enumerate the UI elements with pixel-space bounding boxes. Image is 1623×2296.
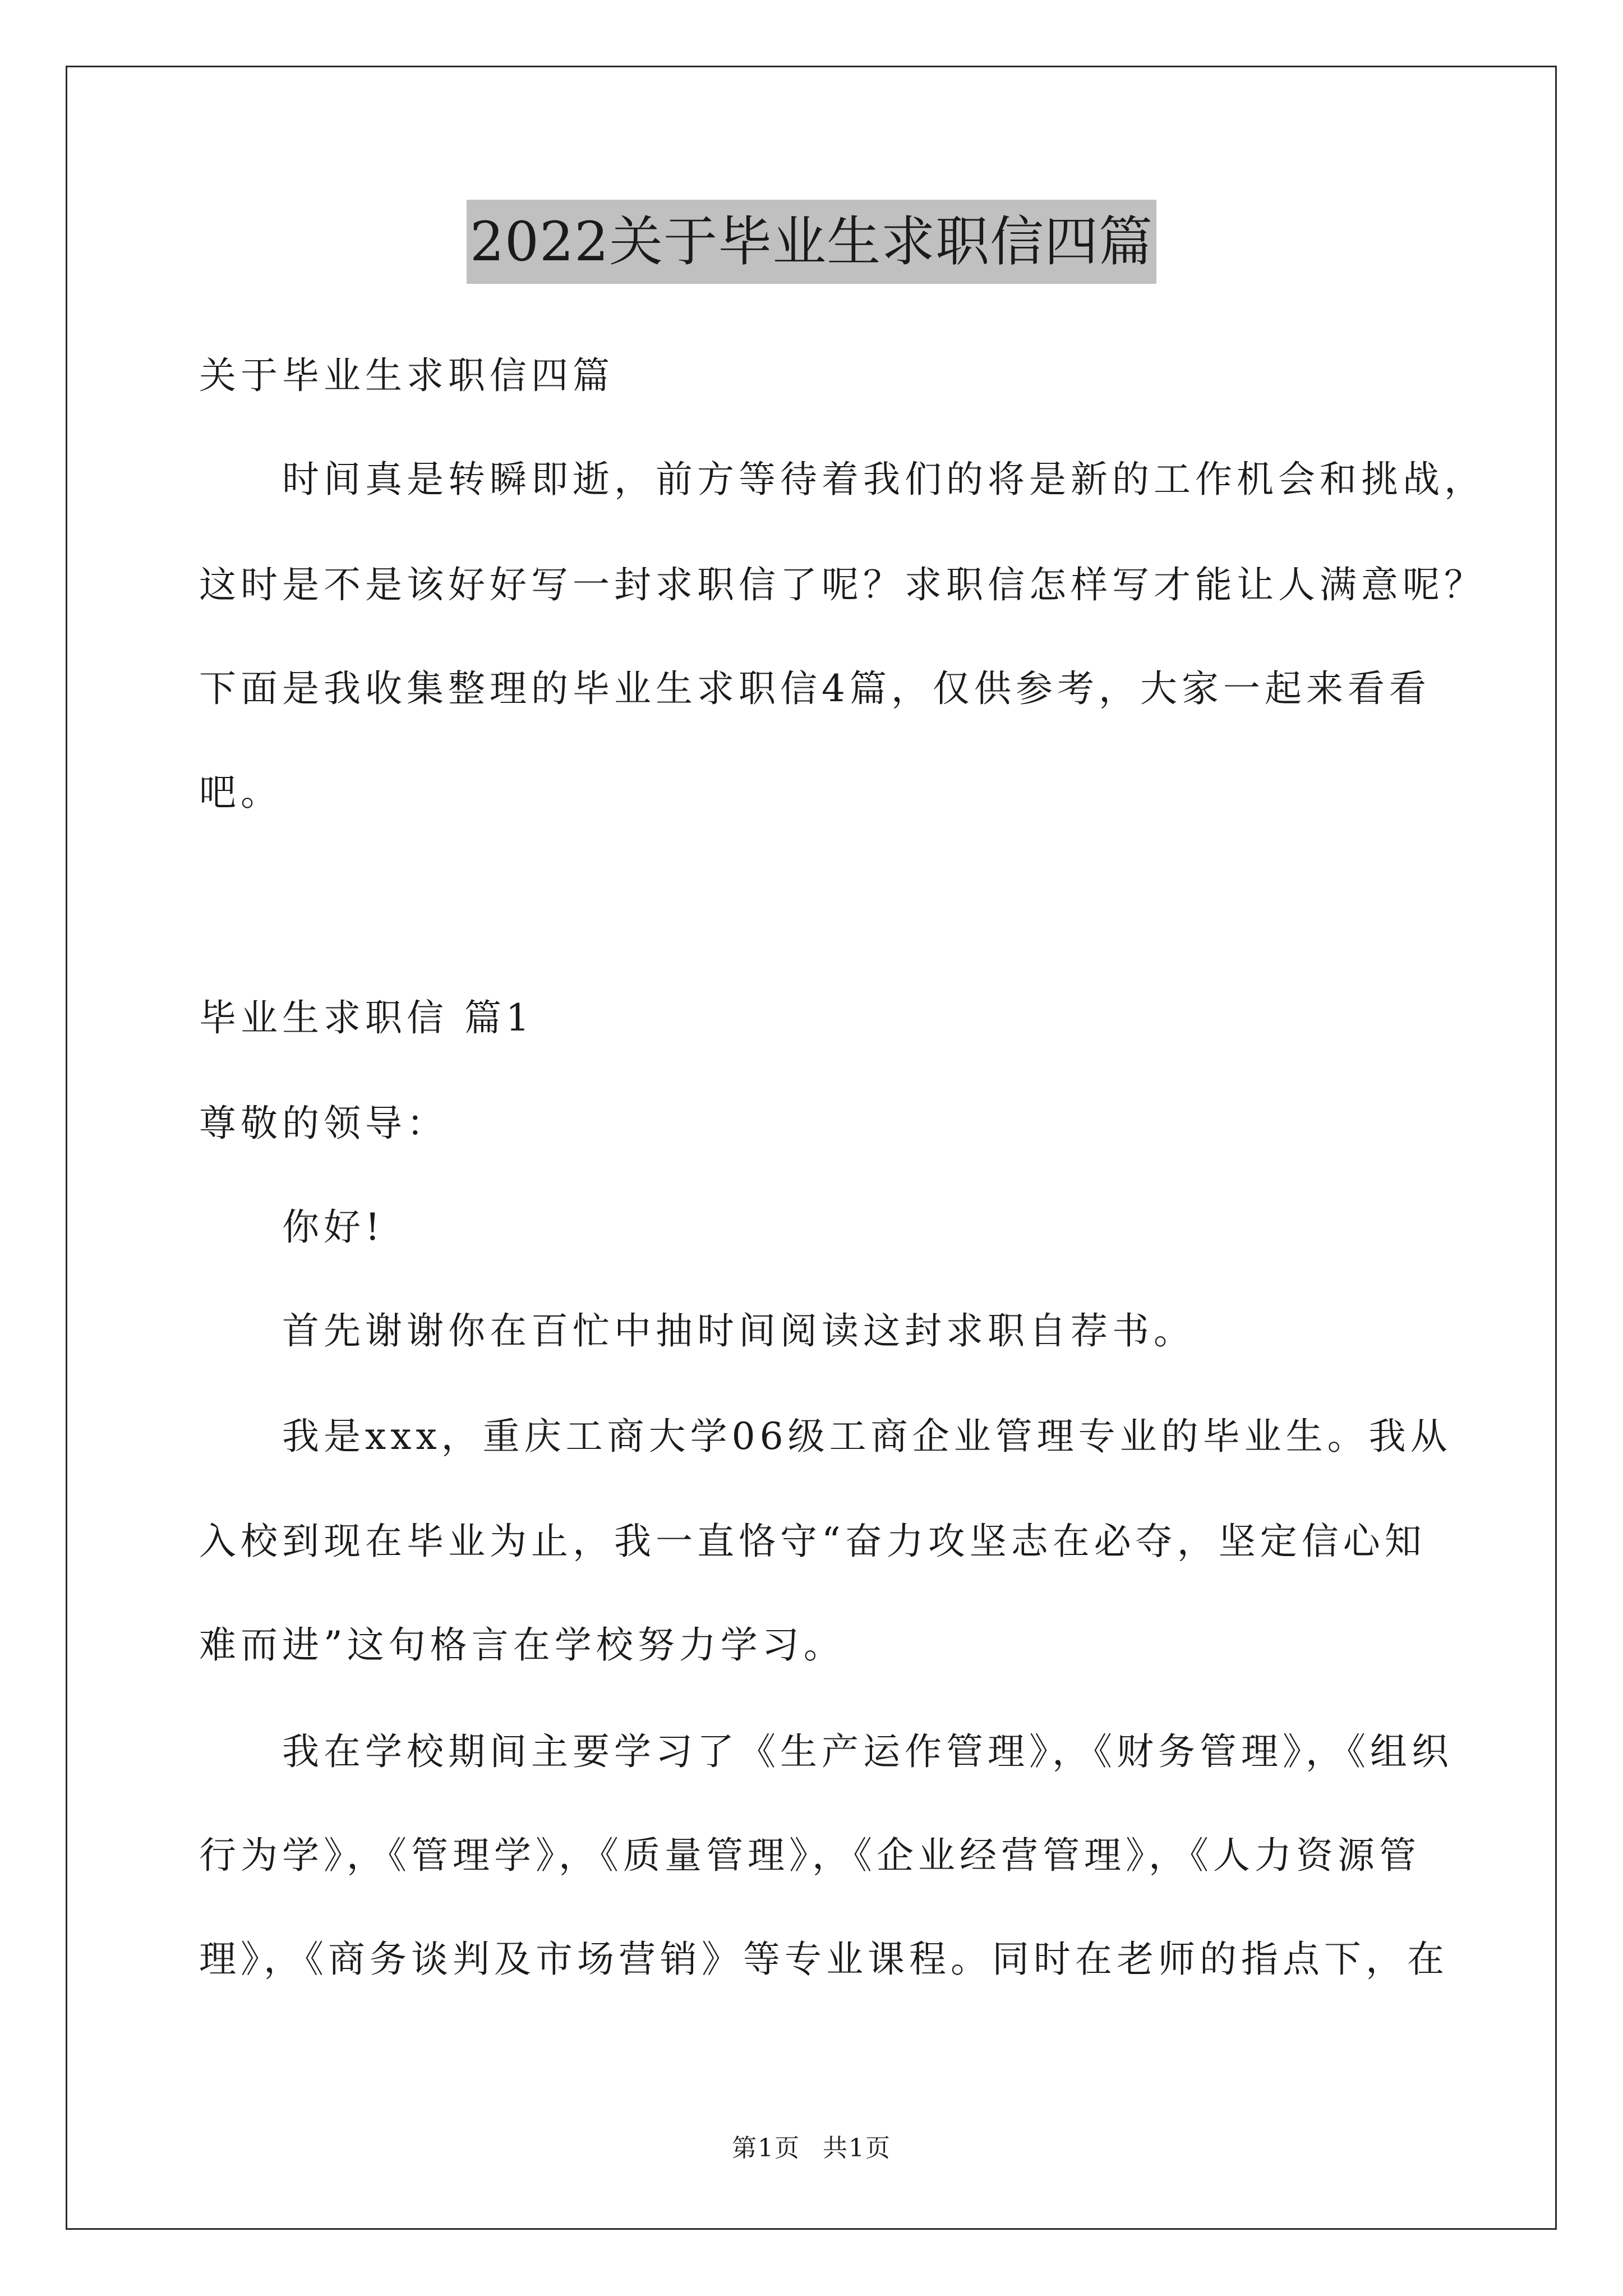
paragraph-line: 入校到现在毕业为止，我一直恪守“奋力攻坚志在必夺，坚定信心知 (199, 1520, 1426, 1563)
intro-line: 这时是不是该好好写一封求职信了呢？求职信怎样写才能让人满意呢？ (199, 563, 1486, 606)
subtitle: 关于毕业生求职信四篇 (199, 354, 614, 397)
paragraph-line: 理》，《商务谈判及市场营销》等专业课程。同时在老师的指点下，在 (199, 1938, 1449, 1981)
paragraph: 首先谢谢你在百忙中抽时间阅读这封求职自荐书。 (282, 1309, 1195, 1352)
page-footer (0, 2132, 1623, 2165)
intro-line: 下面是我收集整理的毕业生求职信4篇，仅供参考，大家一起来看看 (199, 667, 1431, 710)
page-number: 第1页 (732, 2134, 800, 2162)
paragraph-line: 行为学》，《管理学》，《质量管理》，《企业经营管理》，《人力资源管 (199, 1834, 1421, 1877)
greeting: 你好! (282, 1205, 385, 1249)
intro-line: 吧。 (199, 771, 282, 814)
paragraph-line: 我在学校期间主要学习了《生产运作管理》，《财务管理》，《组织 (282, 1730, 1453, 1773)
page-total: 共1页 (823, 2134, 891, 2162)
document-title (0, 200, 1623, 284)
paragraph-line: 我是xxx，重庆工商大学06级工商企业管理专业的毕业生。我从 (282, 1415, 1452, 1458)
document-title-text: 2022关于毕业生求职信四篇 (467, 200, 1156, 284)
paragraph-line: 难而进”这句格言在学校努力学习。 (199, 1623, 845, 1667)
intro-line: 时间真是转瞬即逝，前方等待着我们的将是新的工作机会和挑战， (282, 458, 1486, 501)
salutation: 尊敬的领导： (199, 1102, 448, 1145)
section-heading: 毕业生求职信 篇1 (199, 996, 534, 1039)
